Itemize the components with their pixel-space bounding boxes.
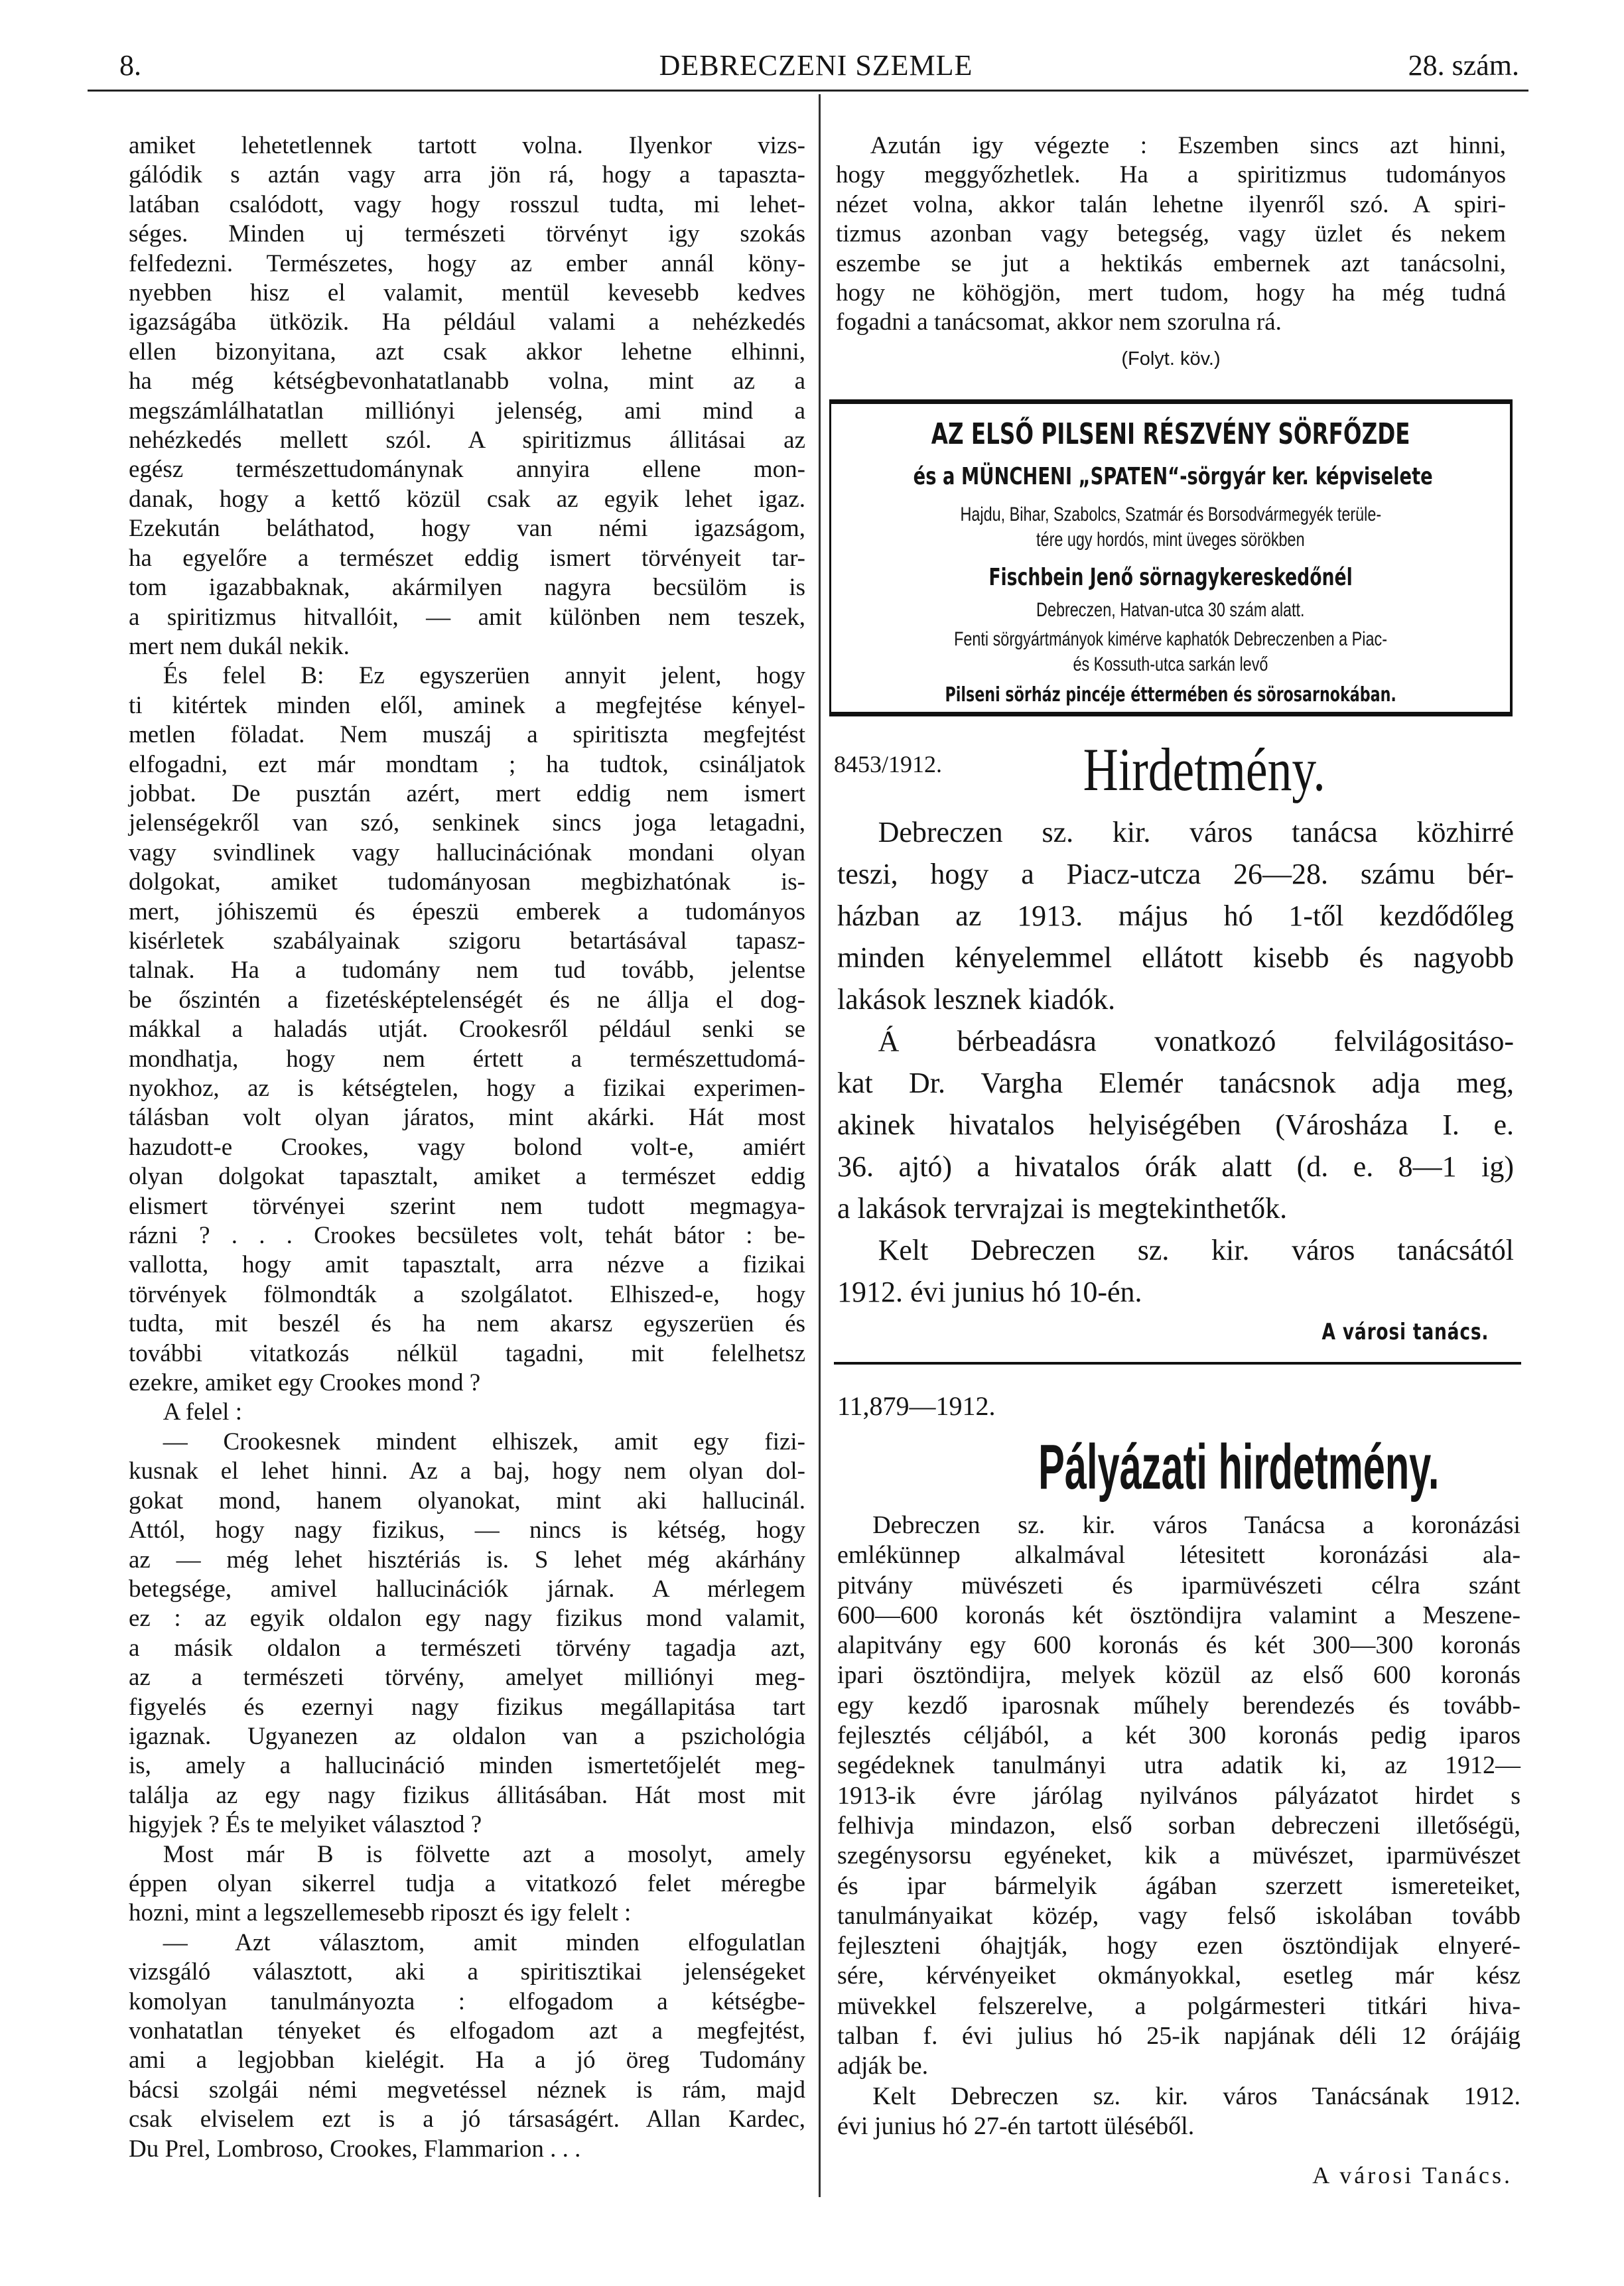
text-line: dolgokat, amiket tudományosan megbizhatónak is- (129, 868, 805, 896)
page-number: 8. (119, 49, 141, 82)
notice-body (837, 811, 1514, 1313)
text-line: talban f. évi julius hó 25-ik napjának déli 12 órájáig (837, 2022, 1521, 2051)
text-line: felhivja mindazon, első sorban debreczeni illetőségü, (837, 1811, 1521, 1840)
text-line: segédeknek tanulmányi utra adatik ki, az 1912— (837, 1751, 1521, 1780)
text-line: csak elviselem ezt is a jó társaságért. Allan Kardec, (129, 2106, 805, 2133)
text-line: Attól, hogy nagy fizikus, — nincs is kétség, hogy (129, 1516, 805, 1544)
text-line: Kelt Debreczen sz. kir. város tanácsától (878, 1234, 1514, 1266)
text-line: hazudott-e Crookes, vagy bolond volt-e, amiért (129, 1133, 805, 1161)
text-line: emlékünnep alkalmával létesitett koronázási ala- (837, 1541, 1521, 1570)
text-line: bácsi szolgái némi megvetéssel néznek is rám, majd (129, 2076, 805, 2104)
text-line: igaznak. Ugyanezen az oldalon van a pszichológia (129, 1722, 805, 1750)
text-line: szegénysorsu egyéneket, kik a müvészet, iparmüvészet (837, 1842, 1521, 1870)
ad-region-text-2: tére ugy hordós, mint üveges sörökben (1036, 529, 1305, 551)
text-line: — Azt választom, amit minden elfogulatlan (163, 1928, 805, 1956)
text-line: éppen olyan sikerrel tudja a vitatkozó felet méregbe (129, 1869, 805, 1897)
text-line: teszi, hogy a Piacz-utcza 26—28. számu bér- (837, 858, 1514, 890)
text-line: betegsége, amivel hallucinációk járnak. A mérlegem (129, 1575, 805, 1603)
text-line: müvekkel felszerelve, a polgármesteri titkári hiva- (837, 1991, 1521, 2020)
text-line: törvények fölmondták a szolgálatot. Elhiszed-e, hogy (129, 1280, 805, 1308)
text-line: találja az egy nagy fizikus állitásában. Hát most mit (129, 1781, 805, 1809)
text-line: Ezekután beláthatod, hogy van némi igazságom, (129, 515, 805, 543)
text-line: metlen föladat. Nem muszáj a spiritiszta megfejtést (129, 721, 805, 749)
text-line: további vitatkozás nélkül tagadni, mit felelhetsz (129, 1339, 805, 1367)
text-line: ha még kétségbevonhatatlanabb volna, mint az a (129, 368, 805, 395)
text-line: akinek hivatalos helyiségében (Városháza I. e. (837, 1109, 1514, 1141)
text-line: rázni ? . . . Crookes becsületes volt, tehát bátor : be- (129, 1222, 805, 1250)
text-line: mákkal a haladás utját. Crookesről például senki se (129, 1016, 805, 1043)
text-line: a lakások tervrajzai is megtekinthetők. (837, 1192, 1288, 1225)
text-line: és ipar bármelyik ágában szerzett ismereteiket, (837, 1871, 1521, 1900)
text-line: mert, jóhiszemü és épeszü emberek a tudományos (129, 898, 805, 925)
text-line: kat Dr. Vargha Elemér tanácsnok adja meg, (837, 1067, 1514, 1099)
text-line: És felel B: Ez egyszerüen annyit jelent, hogy (163, 662, 805, 690)
text-line: egész természettudománynak annyira ellene mon- (129, 456, 805, 484)
text-line: nyokhoz, az is kétségtelen, hogy a fizikai experimen- (129, 1075, 805, 1102)
ad-region-text: Hajdu, Bihar, Szabolcs, Szatmár és Borsodvármegyék terüle- (960, 504, 1381, 525)
text-line: házban az 1913. május hó 1-től kezdődőleg (837, 900, 1514, 932)
text-line: mondhatja, hogy nem értett a természettudomá- (129, 1045, 805, 1073)
article-left-column (129, 131, 805, 2164)
text-line: fejleszteni óhajtják, hogy ezen ösztöndijak elnyeré- (837, 1932, 1521, 1960)
notice-title: Hirdetmény. (1083, 736, 1325, 803)
text-line: ti kitértek minden elől, aminek a megfejtése kényel- (129, 691, 805, 719)
text-line: jobbat. De pusztán azért, mert eddig nem ismert (129, 779, 805, 807)
text-line: is, amely a hallucináció minden ismertetőjelét meg- (129, 1752, 805, 1780)
text-line: 1913-ik évre járólag nyilvános pályázatot hirdet s (837, 1781, 1521, 1810)
text-line: adják be. (837, 2052, 929, 2080)
text-line: ezekre, amiket egy Crookes mond ? (129, 1369, 481, 1397)
text-line: gálódik s aztán vagy arra jön rá, hogy a tapaszta- (129, 161, 805, 189)
text-line: Azután igy végezte : Eszemben sincs azt hinni, (870, 132, 1506, 159)
tender-title: Pályázati hirdetmény. (1038, 1432, 1440, 1503)
text-line: sére, kérvényeiket okmányokkal, esetleg már kész (837, 1962, 1521, 1990)
text-line: tanulmányaikat közép, vagy felső iskolában tovább (837, 1901, 1521, 1930)
column-divider (819, 94, 821, 2197)
text-line: a másik oldalon a természeti törvény tagadja azt, (129, 1634, 805, 1662)
text-line: kisérletek szabályainak szigoru betartásával tapasz- (129, 927, 805, 955)
text-line: ipari ösztöndijra, melyek közül az első 600 koronás (837, 1661, 1521, 1690)
text-line: a spiritizmus hitvallóit, — amit különben nem teszek, (129, 603, 805, 631)
text-line: tudta, mit beszél és ha nem akarsz egyszerüen és (129, 1310, 805, 1338)
text-line: — Crookesnek mindent elhiszek, amit egy fizi- (163, 1428, 805, 1455)
text-line: komolyan tanulmányozta : elfogadom a kétségbe- (129, 1987, 805, 2015)
text-line: Debreczen sz. kir. város Tanácsa a koronázási (872, 1511, 1521, 1539)
ad-dealer-name: Fischbein Jenő sörnagykereskedőnél (988, 564, 1353, 591)
text-line: be őszintén a fizetésképtelenségét és ne állja el dog- (129, 986, 805, 1014)
text-line: az — még lehet hisztériás is. S lehet még akárhány (129, 1546, 805, 1574)
text-line: hogy ne köhögjön, mert tudom, hogy ha még tudná (836, 279, 1506, 307)
text-line: alapitvány egy 600 koronás és két 300—300 koronás (837, 1631, 1521, 1660)
tender-body (837, 1511, 1521, 2141)
text-line: gokat mond, hanem olyanokat, mint aki hallucinál. (129, 1487, 805, 1514)
text-line: vagy svindlinek vagy hallucinációnak mondani olyan (129, 839, 805, 866)
section-rule (834, 1362, 1521, 1365)
text-line: kusnak el lehet hinni. Az a baj, hogy nem olyan dol- (129, 1457, 805, 1485)
text-line: minden kényelemmel ellátott kisebb és nagyobb (837, 941, 1514, 974)
text-line: 1912. évi junius hó 10-én. (837, 1276, 1142, 1308)
text-line: az a természeti törvény, amelyet milliónyi meg- (129, 1664, 805, 1692)
tender-number: 11,879—1912. (837, 1391, 996, 1421)
text-line: hozni, mint a legszellemesebb riposzt és igy felelt : (129, 1899, 632, 1927)
text-line: vonhatatlan tényeket és elfogadom azt a megfejtést, (129, 2017, 805, 2045)
text-line: ellen bizonyitana, azt csak akkor lehetne elhinni, (129, 338, 805, 366)
ad-availability: Fenti sörgyártmányok kimérve kaphatók Debreczenben a Piac- (954, 628, 1387, 650)
text-line: igazságába ütközik. Ha például valami a nehézkedés (129, 308, 805, 336)
text-line: eszembe se jut a hektikás embernek azt tanácsolni, (836, 249, 1506, 277)
notice-signature: A városi tanács. (1321, 1319, 1489, 1345)
header-rule (88, 90, 1528, 92)
text-line: egy kezdő iparosnak műhely berendezés és tovább- (837, 1691, 1521, 1719)
text-line: évi junius hó 27-én tartott üléséből. (837, 2112, 1195, 2140)
ad-availability-2: és Kossuth-utca sarkán levő (1073, 653, 1268, 675)
text-line: fogadni a tanácsomat, akkor nem szorulna rá. (836, 308, 1282, 336)
text-line: tálásban volt olyan járatos, mint akárki. Hát most (129, 1104, 805, 1132)
text-line: elismert törvényei szerint nem tudott megmagya- (129, 1192, 805, 1220)
text-line: nehézkedés mellett szól. A spiritizmus állitásai az (129, 427, 805, 454)
text-line: nyebben hisz el valamit, mentül kevesebb kedves (129, 279, 805, 307)
text-line: nézet volna, akkor talán lehetne ilyenről szó. A spiri- (836, 190, 1506, 218)
text-line: pitvány müvészeti és iparmüvészeti célra szánt (837, 1571, 1521, 1599)
issue-number: 28. szám. (1408, 49, 1519, 82)
text-line: tizmus azonban vagy betegség, vagy üzlet és nekem (836, 220, 1506, 248)
text-line: figyelés és ezernyi nagy fizikus megállapitása tart (129, 1693, 805, 1721)
text-line: Á bérbeadásra vonatkozó felvilágositáso- (878, 1025, 1514, 1057)
notice-number: 8453/1912. (834, 751, 943, 777)
text-line: higyjek ? És te melyiket választod ? (129, 1811, 482, 1839)
article-continuation (836, 131, 1506, 338)
text-line: talnak. Ha a tudomány nem tud tovább, jelentse (129, 957, 805, 984)
text-line: danak, hogy a kettő közül csak az egyik lehet igaz. (129, 485, 805, 513)
text-line: Most már B is fölvette azt a mosolyt, amely (163, 1840, 805, 1868)
text-line: vallotta, hogy amit tapasztalt, arra nézve a fizikai (129, 1251, 805, 1279)
text-line: Debreczen sz. kir. város tanácsa közhirré (878, 816, 1514, 848)
text-line: Kelt Debreczen sz. kir. város Tanácsának 1912. (872, 2082, 1521, 2110)
brewery-advertisement (829, 399, 1513, 716)
text-line: tom igazabbaknak, akármilyen nagyra becsülöm is (129, 574, 805, 602)
ad-headline: AZ ELSŐ PILSENI RÉSZVÉNY SÖRFŐZDE (931, 417, 1410, 451)
text-line: 36. ajtó) a hivatalos órák alatt (d. e. 8—1 ig) (837, 1150, 1514, 1183)
text-line: ez : az egyik oldalon egy nagy fizikus mond valamit, (129, 1605, 805, 1633)
text-line: mert nem dukál nekik. (129, 632, 350, 660)
text-line: lakások lesznek kiadók. (837, 983, 1116, 1016)
text-line: 600—600 koronás két ösztöndijra valamint a Meszene- (837, 1601, 1521, 1629)
ad-venue: Pilseni sörház pincéje éttermében és sörosarnokában. (945, 683, 1396, 706)
ad-address: Debreczen, Hatvan-utca 30 szám alatt. (1036, 599, 1305, 621)
text-line: felfedezni. Természetes, hogy az ember annál köny- (129, 249, 805, 277)
text-line: ami a legjobban kielégit. Ha a jó öreg Tudomány (129, 2047, 805, 2074)
text-line: Du Prel, Lombroso, Crookes, Flammarion . . . (129, 2135, 581, 2163)
continued-note: (Folyt. köv.) (1121, 348, 1221, 370)
text-line: olyan dolgokat tapasztalt, amiket a természet eddig (129, 1163, 805, 1191)
text-line: fejlesztés céljából, a két 300 koronás pedig iparos (837, 1721, 1521, 1750)
ad-subheadline: és a MÜNCHENI „SPATEN“-sörgyár ker. képviselete (913, 463, 1433, 490)
text-line: A felel : (163, 1398, 242, 1426)
text-line: hogy meggyőzhetlek. Ha a spiritizmus tudományos (836, 161, 1506, 189)
text-line: elfogadni, ezt már mondtam ; ha tudtok, csináljatok (129, 750, 805, 778)
tender-signature: A városi Tanács. (1312, 2162, 1513, 2188)
text-line: vizsgáló választott, aki a spiritisztikai jelenségeket (129, 1958, 805, 1986)
text-line: amiket lehetetlennek tartott volna. Ilyenkor vizs- (129, 132, 805, 159)
newspaper-title: DEBRECZENI SZEMLE (659, 49, 973, 82)
text-line: séges. Minden uj természeti törvényt igy szokás (129, 220, 805, 248)
text-line: ha egyelőre a természet eddig ismert törvényeit tar- (129, 544, 805, 572)
text-line: megszámlálhatatlan milliónyi jelenség, ami mind a (129, 397, 805, 425)
text-line: latában csalódott, vagy hogy rosszul tudta, mi lehet- (129, 190, 805, 218)
text-line: jelenségekről van szó, senkinek sincs joga letagadni, (129, 809, 805, 837)
